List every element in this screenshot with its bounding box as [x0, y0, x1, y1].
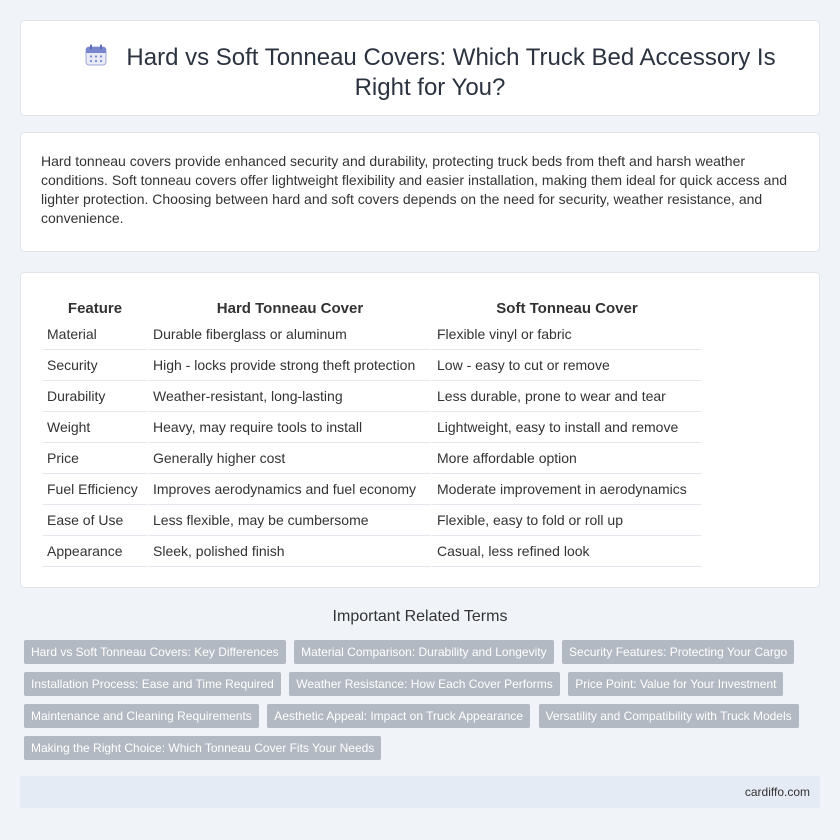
- related-terms-title: Important Related Terms: [332, 608, 508, 625]
- intro-paragraph: Hard tonneau covers provide enhanced security and durability, protecting truck beds from theft and harsh weather conditions. Soft tonneau covers offer lightweight flexibility and easier installation, making them ideal for quick access and lighter protection. Choosing between hard and soft covers depends on the need for security, weather resistance, and convenience.: [41, 153, 788, 226]
- feature-cell: Fuel Efficiency: [43, 474, 147, 505]
- table-row: [43, 536, 701, 567]
- hard-cell: Durable fiberglass or aluminum: [147, 319, 431, 350]
- soft-cell: Less durable, prone to wear and tear: [431, 381, 701, 412]
- table-row: [43, 319, 701, 350]
- footer: [20, 776, 820, 808]
- related-terms-list: [24, 640, 824, 768]
- hard-cell: Sleek, polished finish: [147, 536, 431, 567]
- related-term-tag[interactable]: Material Comparison: Durability and Longevity: [294, 640, 553, 664]
- soft-cell: Flexible, easy to fold or roll up: [431, 505, 701, 536]
- comparison-card: [20, 272, 820, 588]
- intro-card: [20, 132, 820, 252]
- feature-cell: Weight: [43, 412, 147, 443]
- table-header-row: [43, 297, 701, 319]
- hard-cell: Generally higher cost: [147, 443, 431, 474]
- related-term-tag[interactable]: Maintenance and Cleaning Requirements: [24, 704, 259, 728]
- calendar-icon: [84, 43, 108, 67]
- feature-cell: Material: [43, 319, 147, 350]
- related-term-tag[interactable]: Weather Resistance: How Each Cover Performs: [289, 672, 560, 696]
- soft-cell: Lightweight, easy to install and remove: [431, 412, 701, 443]
- header-feature: Feature: [67, 299, 123, 317]
- hard-cell: Heavy, may require tools to install: [147, 412, 431, 443]
- table-row: [43, 350, 701, 381]
- header-soft: Soft Tonneau Cover: [431, 297, 701, 319]
- hard-cell: Improves aerodynamics and fuel economy: [147, 474, 431, 505]
- feature-cell: Durability: [43, 381, 147, 412]
- related-term-tag[interactable]: Versatility and Compatibility with Truck Models: [539, 704, 799, 728]
- header-hard: Hard Tonneau Cover: [147, 297, 431, 319]
- feature-cell: Security: [43, 350, 147, 381]
- hard-cell: Weather-resistant, long-lasting: [147, 381, 431, 412]
- soft-cell: Flexible vinyl or fabric: [431, 319, 701, 350]
- table-row: [43, 412, 701, 443]
- related-term-tag[interactable]: Making the Right Choice: Which Tonneau Cover Fits Your Needs: [24, 736, 381, 760]
- footer-site-name[interactable]: cardiffo.com: [744, 785, 810, 799]
- page-title: [61, 43, 799, 103]
- table-row: [43, 474, 701, 505]
- related-term-tag[interactable]: Security Features: Protecting Your Cargo: [562, 640, 794, 664]
- soft-cell: Casual, less refined look: [431, 536, 701, 567]
- hard-cell: Less flexible, may be cumbersome: [147, 505, 431, 536]
- hard-cell: High - locks provide strong theft protection: [147, 350, 431, 381]
- related-term-tag[interactable]: Aesthetic Appeal: Impact on Truck Appearance: [267, 704, 530, 728]
- soft-cell: Low - easy to cut or remove: [431, 350, 701, 381]
- header-card: [20, 20, 820, 116]
- table-row: [43, 505, 701, 536]
- table-row: [43, 443, 701, 474]
- table-row: [43, 381, 701, 412]
- feature-cell: Ease of Use: [43, 505, 147, 536]
- feature-cell: Price: [43, 443, 147, 474]
- related-term-tag[interactable]: Installation Process: Ease and Time Required: [24, 672, 281, 696]
- related-term-tag[interactable]: Hard vs Soft Tonneau Covers: Key Differences: [24, 640, 286, 664]
- comparison-table: [43, 297, 701, 567]
- soft-cell: More affordable option: [431, 443, 701, 474]
- feature-cell: Appearance: [43, 536, 147, 567]
- related-term-tag[interactable]: Price Point: Value for Your Investment: [568, 672, 783, 696]
- soft-cell: Moderate improvement in aerodynamics: [431, 474, 701, 505]
- page-title-text: Hard vs Soft Tonneau Covers: Which Truck Bed Accessory Is Right for You?: [126, 44, 776, 101]
